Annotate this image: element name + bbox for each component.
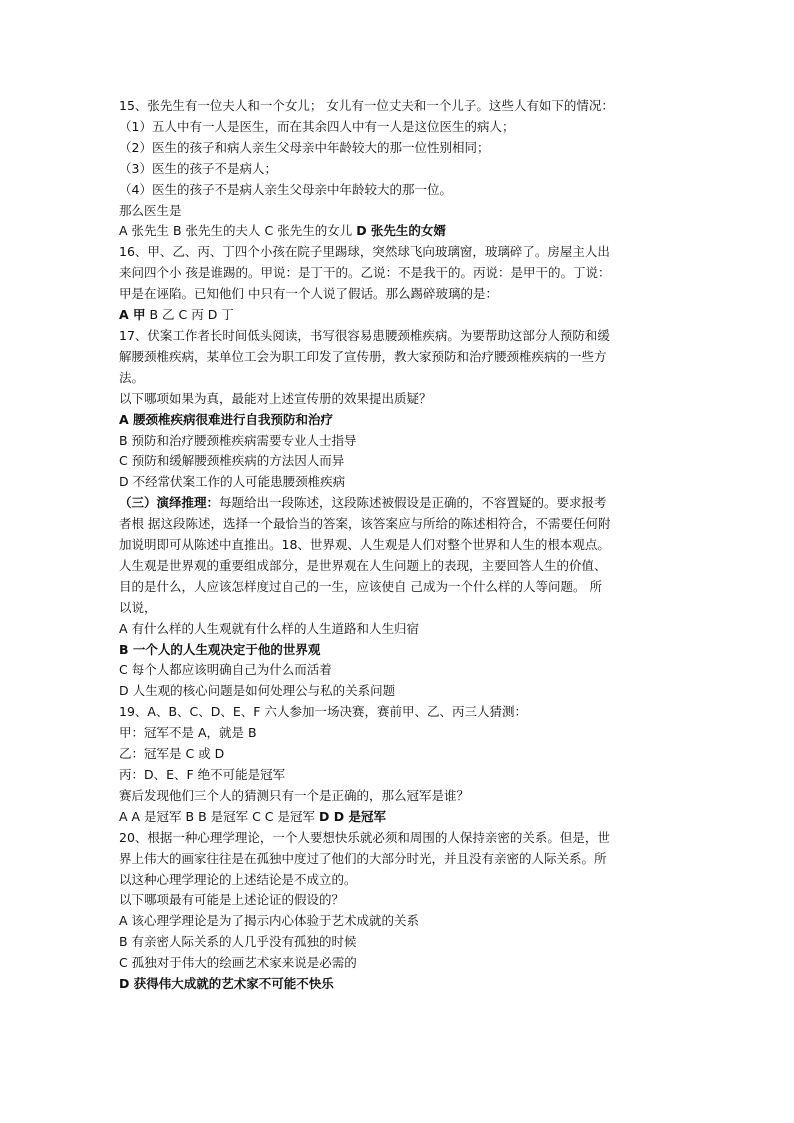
- q18-option-a: A 有什么样的人生观就有什么样的人生道路和人生归宿: [119, 620, 420, 636]
- q15-options-line: [119, 221, 679, 242]
- q20-answer: D 获得伟大成就的艺术家不可能不快乐: [119, 976, 334, 992]
- q18-answer: B 一个人的人生观决定于他的世界观: [119, 641, 321, 657]
- section3-line-2: 者根 据这段陈述，选择一个最恰当的答案，该答案应与所给的陈述相符合，不需要任何附: [119, 516, 611, 532]
- q19-answer: D D 是冠军: [318, 808, 386, 824]
- section3-line-1: [119, 493, 679, 514]
- q15-question: 那么医生是: [119, 202, 182, 218]
- q16-options: B 乙 C 丙 D 丁: [145, 307, 234, 323]
- q20-question: 以下哪项最有可能是上述论证的假设的？: [119, 892, 345, 908]
- q15-condition-1: （1）五人中有一人是医生，而在其余四人中有一人是这位医生的病人；: [119, 118, 515, 134]
- q17-line-2: 解腰颈椎疾病，某单位工会为职工印发了宣传册，教大家预防和治疗腰颈椎疾病的一些方: [119, 348, 607, 364]
- q19-line-1: 19、A、B、C、D、E、F 六人参加一场决赛，赛前甲、乙、丙三人猜测：: [119, 704, 527, 720]
- q19-options-line: [119, 807, 679, 828]
- q17-option-b: B 预防和治疗腰颈椎疾病需要专业人士指导: [119, 432, 357, 448]
- q20-option-a: A 该心理学理论是为了揭示内心体验于艺术成就的关系: [119, 913, 420, 929]
- q15-stem: 15、张先生有一位夫人和一个女儿； 女儿有一位丈夫和一个儿子。这些人有如下的情况：: [119, 98, 614, 113]
- q16-line-2: 来问四个小 孩是谁踢的。甲说：是丁干的。乙说：不是我干的。丙说：是甲干的。丁说：: [119, 265, 611, 281]
- section3-line-4: 人生观是世界观的重要组成部分，是世界观在人生问题上的表现，主要回答人生的价值、: [119, 557, 607, 573]
- q20-line-2: 界上伟大的画家往往是在孤独中度过了他们的大部分时光，并且没有亲密的人际关系。所: [119, 850, 607, 866]
- section3-line-3: 加说明即可从陈述中直推出。18、世界观、人生观是人们对整个世界和人生的根本观点。: [119, 537, 610, 553]
- q19-line-4: 丙：D、E、F 绝不可能是冠军: [119, 767, 286, 782]
- q19-options: A A 是冠军 B B 是冠军 C C 是冠军: [119, 808, 319, 824]
- document-page: [119, 96, 679, 995]
- q15-answer: D 张先生的女婿: [356, 223, 446, 239]
- q16-answer: A 甲: [119, 307, 146, 323]
- q17-option-c: C 预防和缓解腰颈椎疾病的方法因人而异: [119, 453, 345, 469]
- q17-question: 以下哪项如果为真，最能对上述宣传册的效果提出质疑？: [119, 390, 432, 406]
- q17-line-1: 17、伏案工作者长时间低头阅读，书写很容易患腰颈椎疾病。为要帮助这部分人预防和缓: [119, 327, 610, 343]
- q17-answer: A 腰颈椎疾病很难进行自我预防和治疗: [119, 411, 334, 427]
- q20-line-3: 以这种心理学理论的上述结论是不成立的。: [119, 871, 357, 887]
- q18-option-d: D 人生观的核心问题是如何处理公与私的关系问题: [119, 683, 396, 699]
- q19-line-3: 乙：冠军是 C 或 D: [119, 746, 225, 762]
- q17-option-d: D 不经常伏案工作的人可能患腰颈椎疾病: [119, 474, 346, 490]
- q15-condition-4: （4）医生的孩子不是病人亲生父母亲中年龄较大的那一位。: [119, 181, 452, 197]
- q18-option-c: C 每个人都应该明确自己为什么而活着: [119, 662, 332, 678]
- q19-line-2: 甲：冠军不是 A，就是 B: [119, 725, 257, 741]
- q17-line-3: 法。: [119, 369, 145, 385]
- q20-option-b: B 有亲密人际关系的人几乎没有孤独的时候: [119, 934, 357, 950]
- q16-line-3: 甲是在诬陷。已知他们 中只有一个人说了假话。那么踢碎玻璃的是：: [119, 286, 498, 302]
- q19-question: 赛后发现他们三个人的猜测只有一个是正确的，那么冠军是谁？: [119, 787, 470, 803]
- q15-condition-2: （2）医生的孩子和病人亲生父母亲中年龄较大的那一位性别相同；: [119, 139, 490, 155]
- section3-line-6: 以说，: [119, 599, 157, 615]
- section3-text-1: 每题给出一段陈述，这段陈述被假设是正确的，不容置疑的。要求报考: [219, 495, 607, 511]
- q16-options-line: [119, 305, 679, 326]
- q16-line-1: 16、甲、乙、丙、丁四个小孩在院子里踢球，突然球飞向玻璃窗，玻璃碎了。房屋主人出: [119, 244, 610, 260]
- q20-line-1: 20、根据一种心理学理论，一个人要想快乐就必须和周围的人保持亲密的关系。但是，世: [119, 829, 610, 845]
- section3-line-5: 目的是什么，人应该怎样度过自己的一生，应该使自 己成为一个什么样的人等问题。 所: [119, 578, 602, 594]
- q15-condition-3: （3）医生的孩子不是病人；: [119, 160, 277, 176]
- section3-heading: （三）演绎推理：: [119, 495, 220, 511]
- q20-option-c: C 孤独对于伟大的绘画艺术家来说是必需的: [119, 955, 357, 971]
- q15-options: A 张先生 B 张先生的夫人 C 张先生的女儿: [119, 223, 357, 239]
